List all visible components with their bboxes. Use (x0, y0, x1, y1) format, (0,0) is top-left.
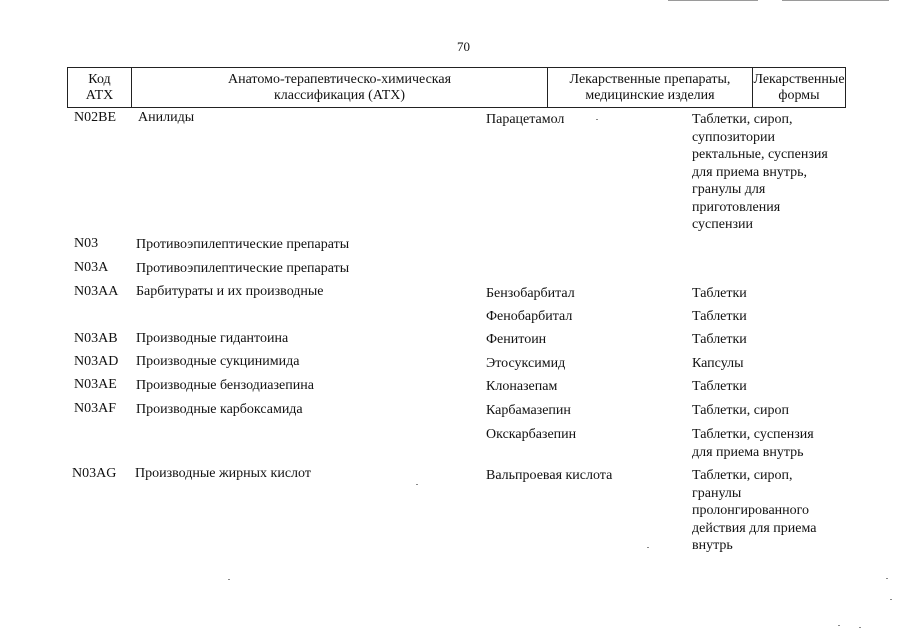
dosage-forms: Таблетки (692, 286, 747, 301)
top-rule-left (668, 0, 758, 1)
atc-code: N03AB (74, 331, 118, 346)
scan-speck (647, 547, 649, 548)
dosage-forms: Таблетки (692, 332, 747, 347)
dosage-forms: Таблетки, сироп, суппозитории ректальные, суспензия для приема внутрь, гранулы для приготовления суспензии (692, 112, 828, 232)
atc-name: Барбитураты и их производные (136, 284, 324, 299)
atc-name: Противоэпилептические препараты (136, 261, 350, 276)
drug-name: Фенобарбитал (486, 309, 573, 324)
atc-name: Производные гидантоина (136, 331, 289, 346)
page-number: 70 (457, 39, 470, 54)
drug-name: Этосуксимид (486, 356, 566, 371)
atc-name: Анилиды (138, 110, 195, 125)
table-header (67, 67, 846, 108)
dosage-forms: Таблетки, сироп (692, 403, 790, 418)
atc-name: Производные карбоксамида (136, 402, 303, 417)
atc-name: Противоэпилептические препараты (136, 237, 350, 252)
dosage-forms: Капсулы (692, 356, 744, 371)
scan-speck (416, 484, 418, 485)
dosage-forms: Таблетки (692, 379, 747, 394)
scan-speck (859, 627, 861, 628)
atc-code: N03AF (74, 401, 117, 416)
header-classification: Анатомо-терапевтическо-химическая классификация (АТХ) (131, 68, 547, 107)
scan-speck (886, 578, 888, 579)
drug-name: Окскарбазепин (486, 427, 577, 442)
atc-code: N03AA (74, 284, 119, 299)
dosage-forms: Таблетки (692, 309, 747, 324)
atc-name: Производные бензодиазепина (136, 378, 314, 393)
atc-name: Производные сукцинимида (136, 354, 300, 369)
scan-speck (228, 579, 230, 580)
drug-name: Парацетамол (486, 112, 565, 127)
atc-code: N03 (74, 236, 99, 251)
drug-name: Карбамазепин (486, 403, 571, 418)
scan-speck (596, 119, 598, 120)
top-rule-right (782, 0, 889, 1)
atc-name: Производные жирных кислот (135, 466, 311, 481)
drug-name: Клоназепам (486, 379, 558, 394)
atc-code: N03AG (72, 466, 117, 481)
dosage-forms: Таблетки, сироп, гранулы пролонгированного действия для приема внутрь (692, 468, 817, 553)
atc-code: N03AD (74, 354, 119, 369)
header-drugs: Лекарственные препараты, медицинские изделия (547, 68, 752, 107)
drug-name: Вальпроевая кислота (486, 468, 613, 483)
header-code: Код АТХ (85, 71, 114, 103)
scan-speck (890, 599, 892, 600)
scan-speck (838, 625, 840, 626)
atc-code: N03AE (74, 377, 117, 392)
drug-name: Бензобарбитал (486, 286, 575, 301)
dosage-forms: Таблетки, суспензия для приема внутрь (692, 427, 814, 460)
atc-code: N03A (74, 260, 109, 275)
drug-name: Фенитоин (486, 332, 547, 347)
header-forms: Лекарственные формы (752, 68, 845, 107)
atc-code: N02BE (74, 110, 116, 125)
